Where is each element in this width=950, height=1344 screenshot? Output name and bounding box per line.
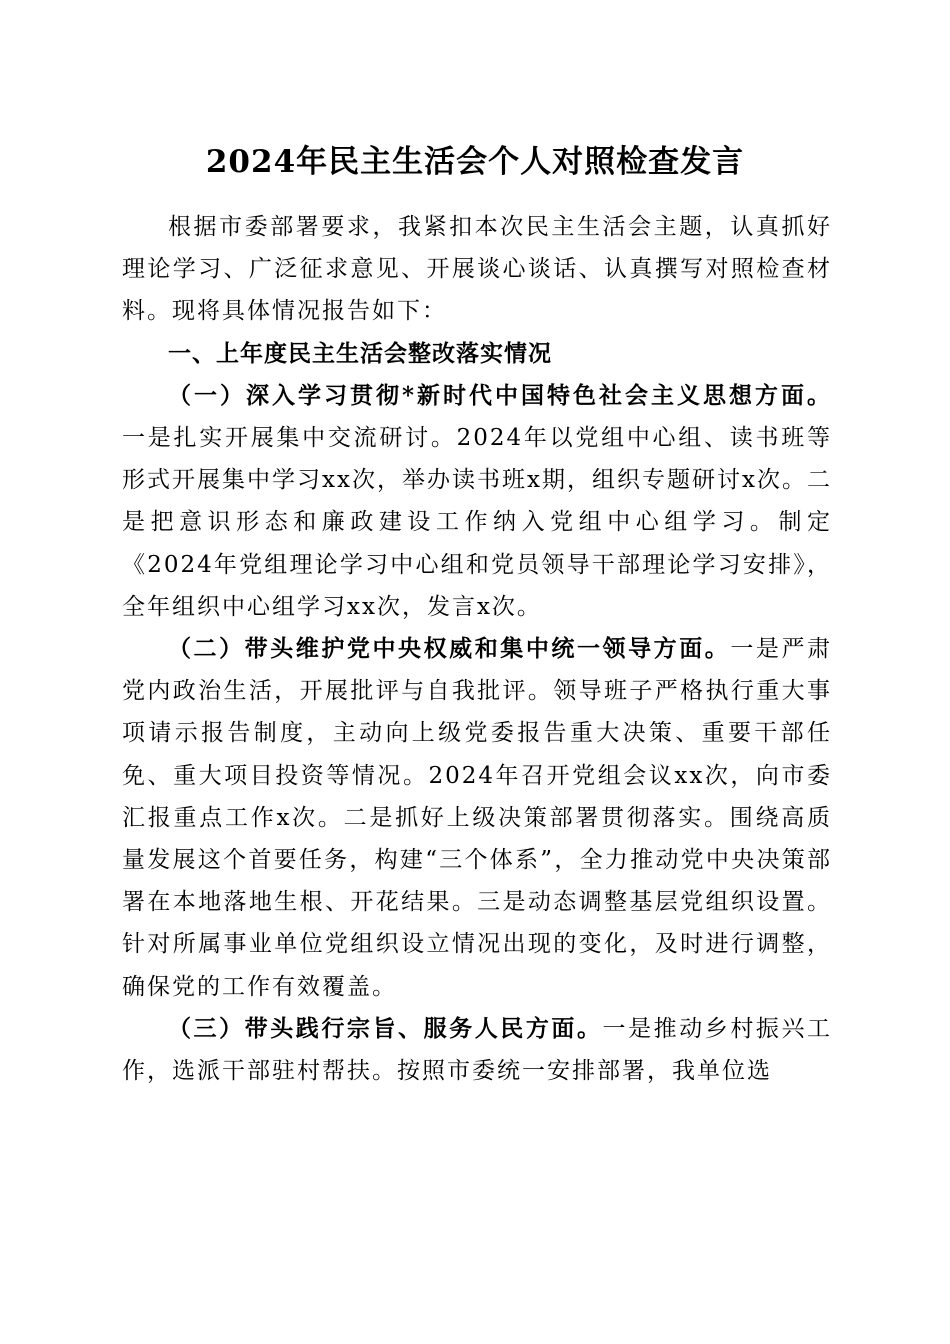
intro-paragraph: 根据市委部署要求，我紧扣本次民主生活会主题，认真抓好理论学习、广泛征求意见、开展谈心谈话、认真撰写对照检查材料。现将具体情况报告如下： (122, 214, 832, 325)
section-paragraph-2 (122, 628, 832, 1008)
subsection-heading-3: （三）带头践行宗旨、服务人民方面。 (168, 1014, 603, 1042)
subsection-body-1: 一是扎实开展集中交流研讨。2024年以党组中心组、读书班等形式开展集中学习xx次，举办读书班x期，组织专题研讨x次。二是把意识形态和廉政建设工作纳入党组中心组学习。制定《2024年党组理论学习中心组和党员领导干部理论学习安排》，全年组织中心组学习xx次，发言x次。 (122, 425, 832, 620)
subsection-heading-1: （一）深入学习贯彻*新时代中国特色社会主义思想方面。 (168, 381, 832, 409)
section-heading: 一、上年度民主生活会整改落实情况 (168, 340, 552, 367)
section-paragraph-3 (122, 1008, 832, 1092)
document-title: 2024年民主生活会个人对照检查发言 (205, 144, 745, 180)
subsection-body-2: 一是严肃党内政治生活，开展批评与自我批评。领导班子严格执行重大事项请示报告制度，主动向上级党委报告重大决策、重要干部任免、重大项目投资等情况。2024年召开党组会议xx次，向市委汇报重点工作x次。二是抓好上级决策部署贯彻落实。围绕高质量发展这个首要任务，构建“三个体系”，全力推动党中央决策部署在本地落地生根、开花结果。三是动态调整基层党组织设置。针对所属事业单位党组织设立情况出现的变化，及时进行调整，确保党的工作有效覆盖。 (122, 636, 833, 1000)
subsection-heading-2: （二）带头维护党中央权威和集中统一领导方面。 (168, 635, 731, 663)
section-paragraph-1 (122, 375, 832, 628)
document-body (122, 206, 832, 1092)
subsection-body-3: 一是推动乡村振兴工作，选派干部驻村帮扶。按照市委统一安排部署，我单位选 (122, 1015, 833, 1085)
